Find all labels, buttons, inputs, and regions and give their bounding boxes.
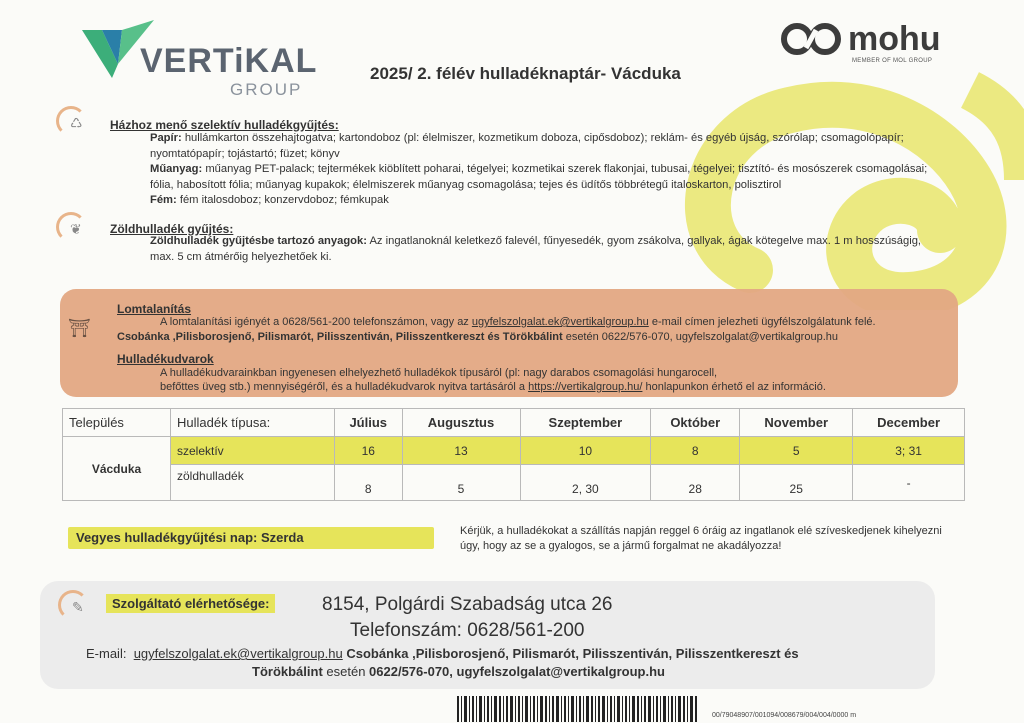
- town-cell: Vácduka: [63, 437, 171, 501]
- bulky-line2-post: esetén 0622/576-070, ugyfelszolgalat@vertikalgroup.hu: [562, 331, 838, 343]
- date-cell: 10: [520, 437, 651, 465]
- vertikal-logo-text: VERTiKAL: [140, 42, 318, 80]
- schedule-table: [62, 408, 965, 501]
- mixed-day-label: Vegyes hulladékgyűjtési nap: Szerda: [76, 530, 304, 545]
- green-body: [150, 234, 940, 265]
- contact-phone2: 0622/576-070: [369, 664, 450, 679]
- contact-email-link[interactable]: ugyfelszolgalat.ek@vertikalgroup.hu: [133, 646, 343, 661]
- recycle-icon: ♺: [56, 106, 96, 140]
- email-label: E-mail:: [86, 646, 127, 661]
- yard-line2: [160, 380, 950, 396]
- contact-line3: [252, 664, 665, 679]
- bulky-email-link[interactable]: ugyfelszolgalat.ek@vertikalgroup.hu: [471, 316, 649, 328]
- month-header: Augusztus: [402, 409, 520, 437]
- date-cell: 2, 30: [520, 465, 651, 501]
- yard-line2-post: honlapunkon érhető el az információ.: [642, 381, 826, 393]
- metal-text: fém italosdoboz; konzervdoboz; fémkupak: [176, 194, 389, 206]
- type-cell: szelektív: [171, 437, 335, 465]
- mohu-logo: [780, 18, 970, 68]
- plastic-label: Műanyag:: [150, 163, 203, 175]
- vertikal-logo-sub: GROUP: [230, 80, 303, 99]
- date-cell: 8: [335, 465, 403, 501]
- green-heading: Zöldhulladék gyűjtés:: [110, 222, 234, 236]
- mohu-mark-icon: [780, 22, 846, 56]
- bulky-towns: Csobánka ,Pilisborosjenő, Pilismarót, Pilisszentiván, Pilisszentkereszt és Törökbálint: [117, 331, 563, 343]
- date-cell: 5: [402, 465, 520, 501]
- date-cell: -: [853, 465, 965, 501]
- col-type-header: Hulladék típusa:: [171, 409, 335, 437]
- contact-phone: Telefonszám: 0628/561-200: [350, 620, 585, 641]
- date-cell: 25: [740, 465, 853, 501]
- paper-label: Papír:: [150, 132, 182, 144]
- mohu-logo-sub: MEMBER OF MOL GROUP: [852, 58, 933, 64]
- table-row: [63, 465, 965, 501]
- yard-heading: Hulladékudvarok: [117, 352, 214, 366]
- bulky-heading: Lomtalanítás: [117, 302, 192, 316]
- contact-email-line: [86, 646, 926, 661]
- contact-line3-mid: esetén: [322, 664, 370, 679]
- table-row: [63, 437, 965, 465]
- barcode-icon: [457, 696, 697, 722]
- selective-body: [150, 131, 940, 209]
- yard-line1: A hulladékudvarainkban ingyenesen elhelyezhető hulladékok típusáról (pl: nagy darabos csomagolási hungarocell,: [160, 367, 718, 379]
- mixed-notice: Kérjük, a hulladékokat a szállítás napján reggel 6 óráig az ingatlanok elé szíveskedjenek kihelyezni úgy, hogy az se a gyalogos, se a jármű forgalmat ne akadályozza!: [460, 525, 942, 552]
- green-label: Zöldhulladék gyűjtésbe tartozó anyagok:: [150, 235, 367, 247]
- yard-line2-pre: befőttes üveg stb.) mennyiségéről, és a hulladékudvarok nyitva tartásáról a: [160, 381, 529, 393]
- contact-label: Szolgáltató elérhetősége:: [106, 594, 275, 613]
- date-cell: 16: [335, 437, 403, 465]
- contact-address: 8154, Polgárdi Szabadság utca 26: [322, 594, 613, 615]
- col-town-header: Település: [63, 409, 171, 437]
- leaf-icon: ❦: [56, 212, 96, 246]
- month-header: December: [853, 409, 965, 437]
- bulky-line1-pre: A lomtalanítási igényét a 0628/561-200 telefonszámon, vagy az: [160, 316, 472, 328]
- selective-heading: Házhoz menő szelektív hulladékgyűjtés:: [110, 118, 339, 132]
- bin-icon: ⛩: [68, 318, 91, 338]
- date-cell: 8: [651, 437, 740, 465]
- date-cell: 13: [402, 437, 520, 465]
- month-header: Október: [651, 409, 740, 437]
- green-text: Az ingatlanoknál keletkező falevél, fűnyesedék, gyom zsákolva, gallyak, ágak kötegelve max. 1 m hosszúságig, max. 5 cm átmérőig helyezhetőek ki.: [150, 235, 922, 263]
- paper-text: hullámkarton összehajtogatva; kartondoboz (pl: élelmiszer, kozmetikum doboza, cipősdoboz); reklám- és egyéb újság, szórólap; csomagolópapír; nyomtatópapír; tojástartó; füzet; könyv: [150, 132, 904, 160]
- bulky-line1: [160, 315, 960, 331]
- edit-icon: ✎: [58, 590, 98, 624]
- footer-code: 00/79048907/001094/008679/004/004/0000 m: [712, 712, 857, 719]
- month-header: Szeptember: [520, 409, 651, 437]
- date-cell: 3; 31: [853, 437, 965, 465]
- vertikal-logo: [82, 20, 318, 100]
- month-header: November: [740, 409, 853, 437]
- contact-email2: , ugyfelszolgalat@vertikalgroup.hu: [449, 664, 665, 679]
- date-cell: 5: [740, 437, 853, 465]
- yard-link[interactable]: https://vertikalgroup.hu/: [528, 381, 643, 393]
- date-cell: 28: [651, 465, 740, 501]
- metal-label: Fém:: [150, 194, 177, 206]
- mohu-logo-text: mohu: [848, 20, 941, 58]
- month-header: Július: [335, 409, 403, 437]
- bulky-line1-post: e-mail címen jelezheti ügyfélszolgálatunk felé.: [648, 316, 876, 328]
- plastic-text: műanyag PET-palack; tejtermékek kiöblített poharai, tégelyei; kozmetikai szerek flakonjai, tubusai, tégelyei; tisztító- és mosószerek csomagolásai; fólia, habosított fólia; műanyag kupakok; élelmiszerek műanyag csomagolása; tejes és üdítős többrétegű italoskarton, polisztirol: [150, 163, 928, 191]
- contact-towns: Csobánka ,Pilisborosjenő, Pilismarót, Pilisszentiván, Pilisszentkereszt és: [342, 646, 799, 661]
- bulky-line2: [117, 330, 957, 346]
- type-cell: zöldhulladék: [171, 465, 335, 501]
- page-title: 2025/ 2. félév hulladéknaptár- Vácduka: [370, 64, 681, 83]
- contact-town-torokbalint: Törökbálint: [252, 664, 323, 679]
- table-header-row: [63, 409, 965, 437]
